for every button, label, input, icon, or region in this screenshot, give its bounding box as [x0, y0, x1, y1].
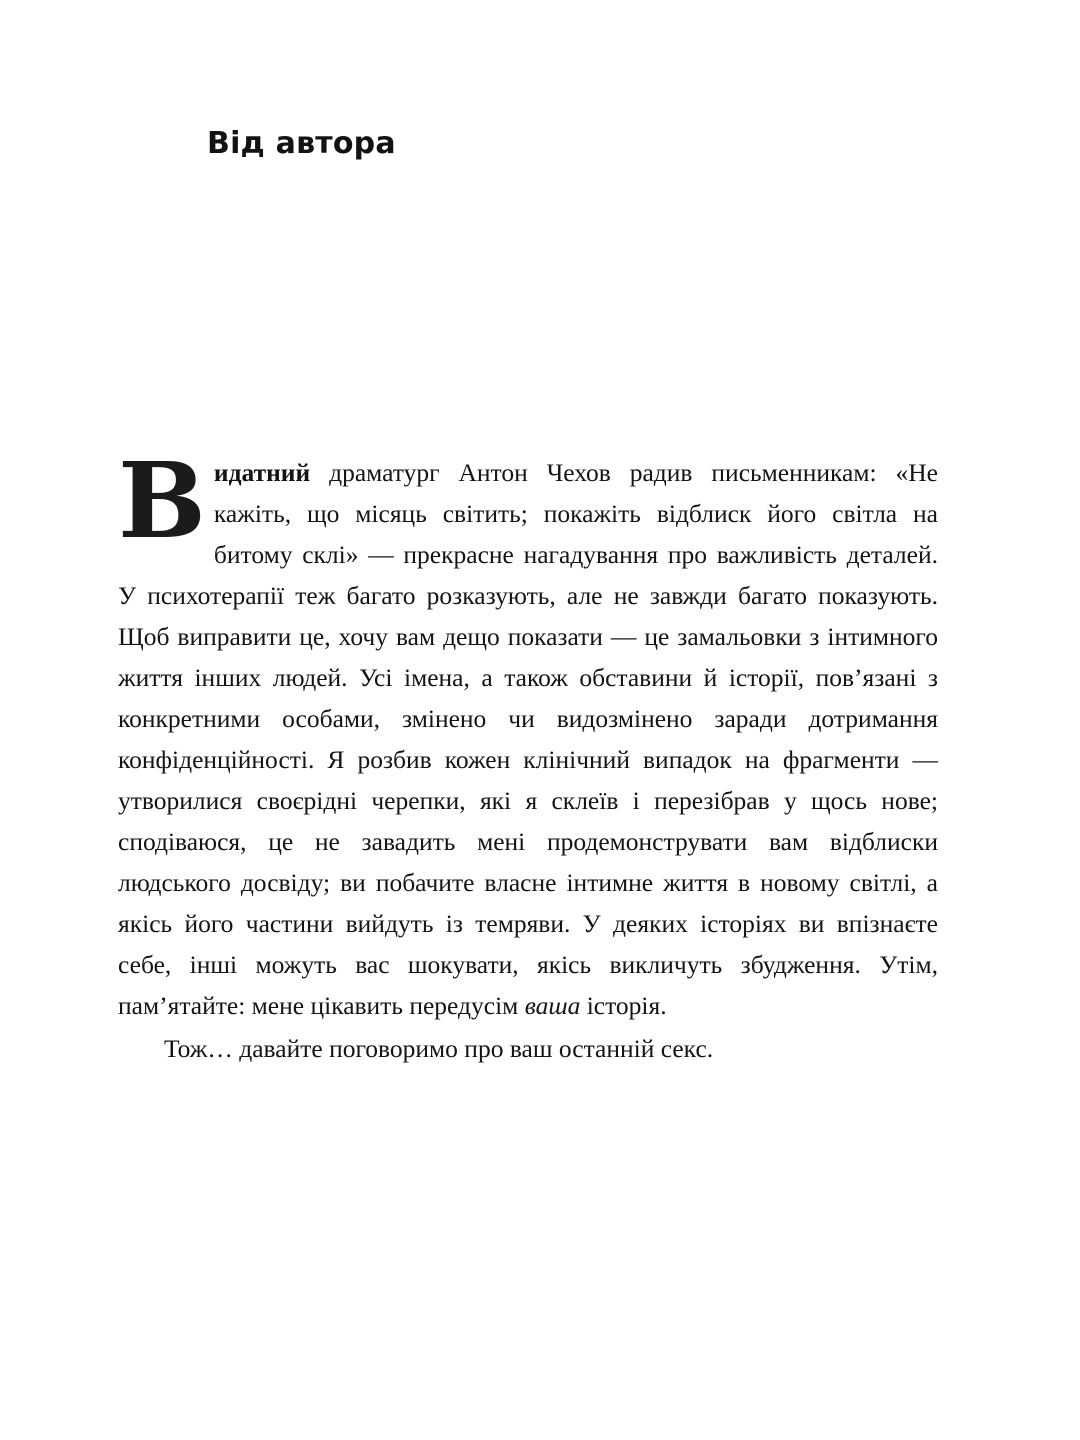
body-text-block: [118, 439, 938, 1069]
paragraph-1-emphasis: ваша: [524, 991, 581, 1020]
paragraph-1-body: драматург Антон Чехов радив письменникам: «Не кажіть, що місяць світить; покажіть відблиск його світла на битому склі» — прекрасне нагадування про важливість деталей. У психотерапії теж багато розказують, але не завжди багато показують. Щоб виправити це, хочу вам дещо показати — це замальовки з інтимного життя інших людей. Усі імена, а також обставини й історії, пов’язані з конкретними особами, змінено чи видозмінено заради дотримання конфіденційності. Я розбив кожен клінічний випадок на фрагменти — утворилися своєрідні черепки, які я склеїв і перезібрав у щось нове; сподіваюся, це не завадить мені продемонструвати вам відблиски людського досвіду; ви побачите власне інтимне життя в новому світлі, а якісь його частини вийдуть із темряви. У деяких історіях ви впізнаєте себе, інші можуть вас шокувати, якісь викличуть збудження. Утім, пам’ятайте: мене цікавить передусім: [118, 458, 938, 1020]
paragraph-2: Тож… давайте поговоримо про ваш останній секс.: [164, 1034, 714, 1063]
drop-cap-letter: В: [118, 439, 206, 562]
paragraph-1-tail: історія.: [580, 991, 667, 1020]
page-title: Від автора: [207, 126, 396, 161]
paragraph-1: [118, 439, 938, 1026]
paragraph-lead-in: идатний: [213, 458, 311, 487]
